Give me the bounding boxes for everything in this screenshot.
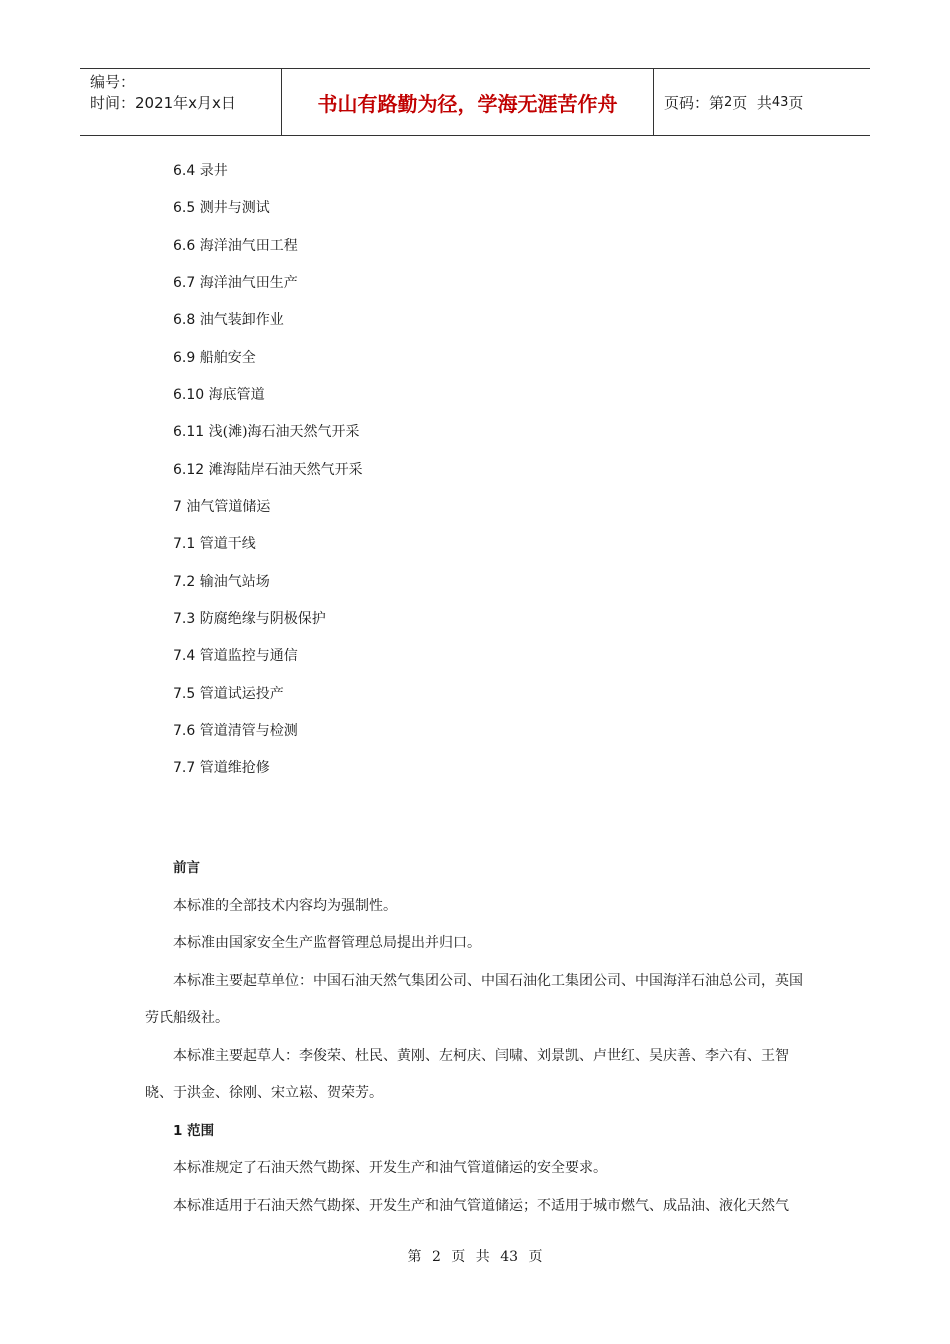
toc-item: 6.10 海底管道 <box>173 386 265 403</box>
foreword-heading: 前言 <box>173 860 200 876</box>
header-meta <box>80 69 282 135</box>
document-body <box>145 850 807 1225</box>
page-suffix: 页 <box>788 93 804 112</box>
footer-page-number: 第 2 页 共 43 页 <box>407 1249 543 1265</box>
toc-item: 7.3 防腐绝缘与阴极保护 <box>173 610 326 627</box>
page-mid: 页 共 <box>732 93 772 112</box>
toc-item: 6.5 测井与测试 <box>173 200 270 217</box>
toc-item: 7.4 管道监控与通信 <box>173 648 298 665</box>
doc-time: 时间：2021年x月x日 <box>90 94 236 112</box>
paragraph: 本标准主要起草人：李俊荣、杜民、黄刚、左柯庆、闫啸、刘景凯、卢世红、吴庆善、李六有、王智晓、于洪金、徐刚、宋立崧、贺荣芳。 <box>145 1047 789 1101</box>
toc-item: 7.2 输油气站场 <box>173 573 270 590</box>
table-of-contents <box>173 160 363 795</box>
page-footer <box>0 1246 950 1266</box>
doc-code-label: 编号： <box>90 73 136 91</box>
toc-item: 6.8 油气装卸作业 <box>173 312 284 329</box>
header-motto: 书山有路勤为径，学海无涯苦作舟 <box>282 69 654 135</box>
page-total: 43 <box>771 94 789 110</box>
page-prefix: 页码：第 <box>664 93 725 112</box>
paragraph: 本标准由国家安全生产监督管理总局提出并归口。 <box>173 935 481 951</box>
toc-item: 6.12 滩海陆岸石油天然气开采 <box>173 461 363 478</box>
toc-item: 6.9 船舶安全 <box>173 349 256 366</box>
page-number: 2 <box>724 94 733 110</box>
toc-item: 7.7 管道维抢修 <box>173 760 270 777</box>
toc-item: 6.11 浅(滩)海石油天然气开采 <box>173 424 360 441</box>
toc-item: 6.6 海洋油气田工程 <box>173 237 298 254</box>
toc-item: 6.4 录井 <box>173 163 228 179</box>
toc-item: 7 油气管道储运 <box>173 498 271 515</box>
paragraph: 本标准主要起草单位：中国石油天然气集团公司、中国石油化工集团公司、中国海洋石油总公司，英国劳氏船级社。 <box>145 972 803 1026</box>
paragraph: 本标准适用于石油天然气勘探、开发生产和油气管道储运；不适用于城市燃气、成品油、液化天然气 <box>173 1197 789 1214</box>
toc-item: 7.6 管道清管与检测 <box>173 722 298 739</box>
header-page-info <box>654 69 870 135</box>
toc-item: 7.5 管道试运投产 <box>173 685 284 702</box>
page-header <box>80 68 870 136</box>
section-heading: 1 范围 <box>173 1122 215 1139</box>
paragraph: 本标准的全部技术内容均为强制性。 <box>173 897 397 914</box>
toc-item: 7.1 管道干线 <box>173 536 256 553</box>
paragraph: 本标准规定了石油天然气勘探、开发生产和油气管道储运的安全要求。 <box>173 1160 607 1176</box>
toc-item: 6.7 海洋油气田生产 <box>173 274 298 291</box>
